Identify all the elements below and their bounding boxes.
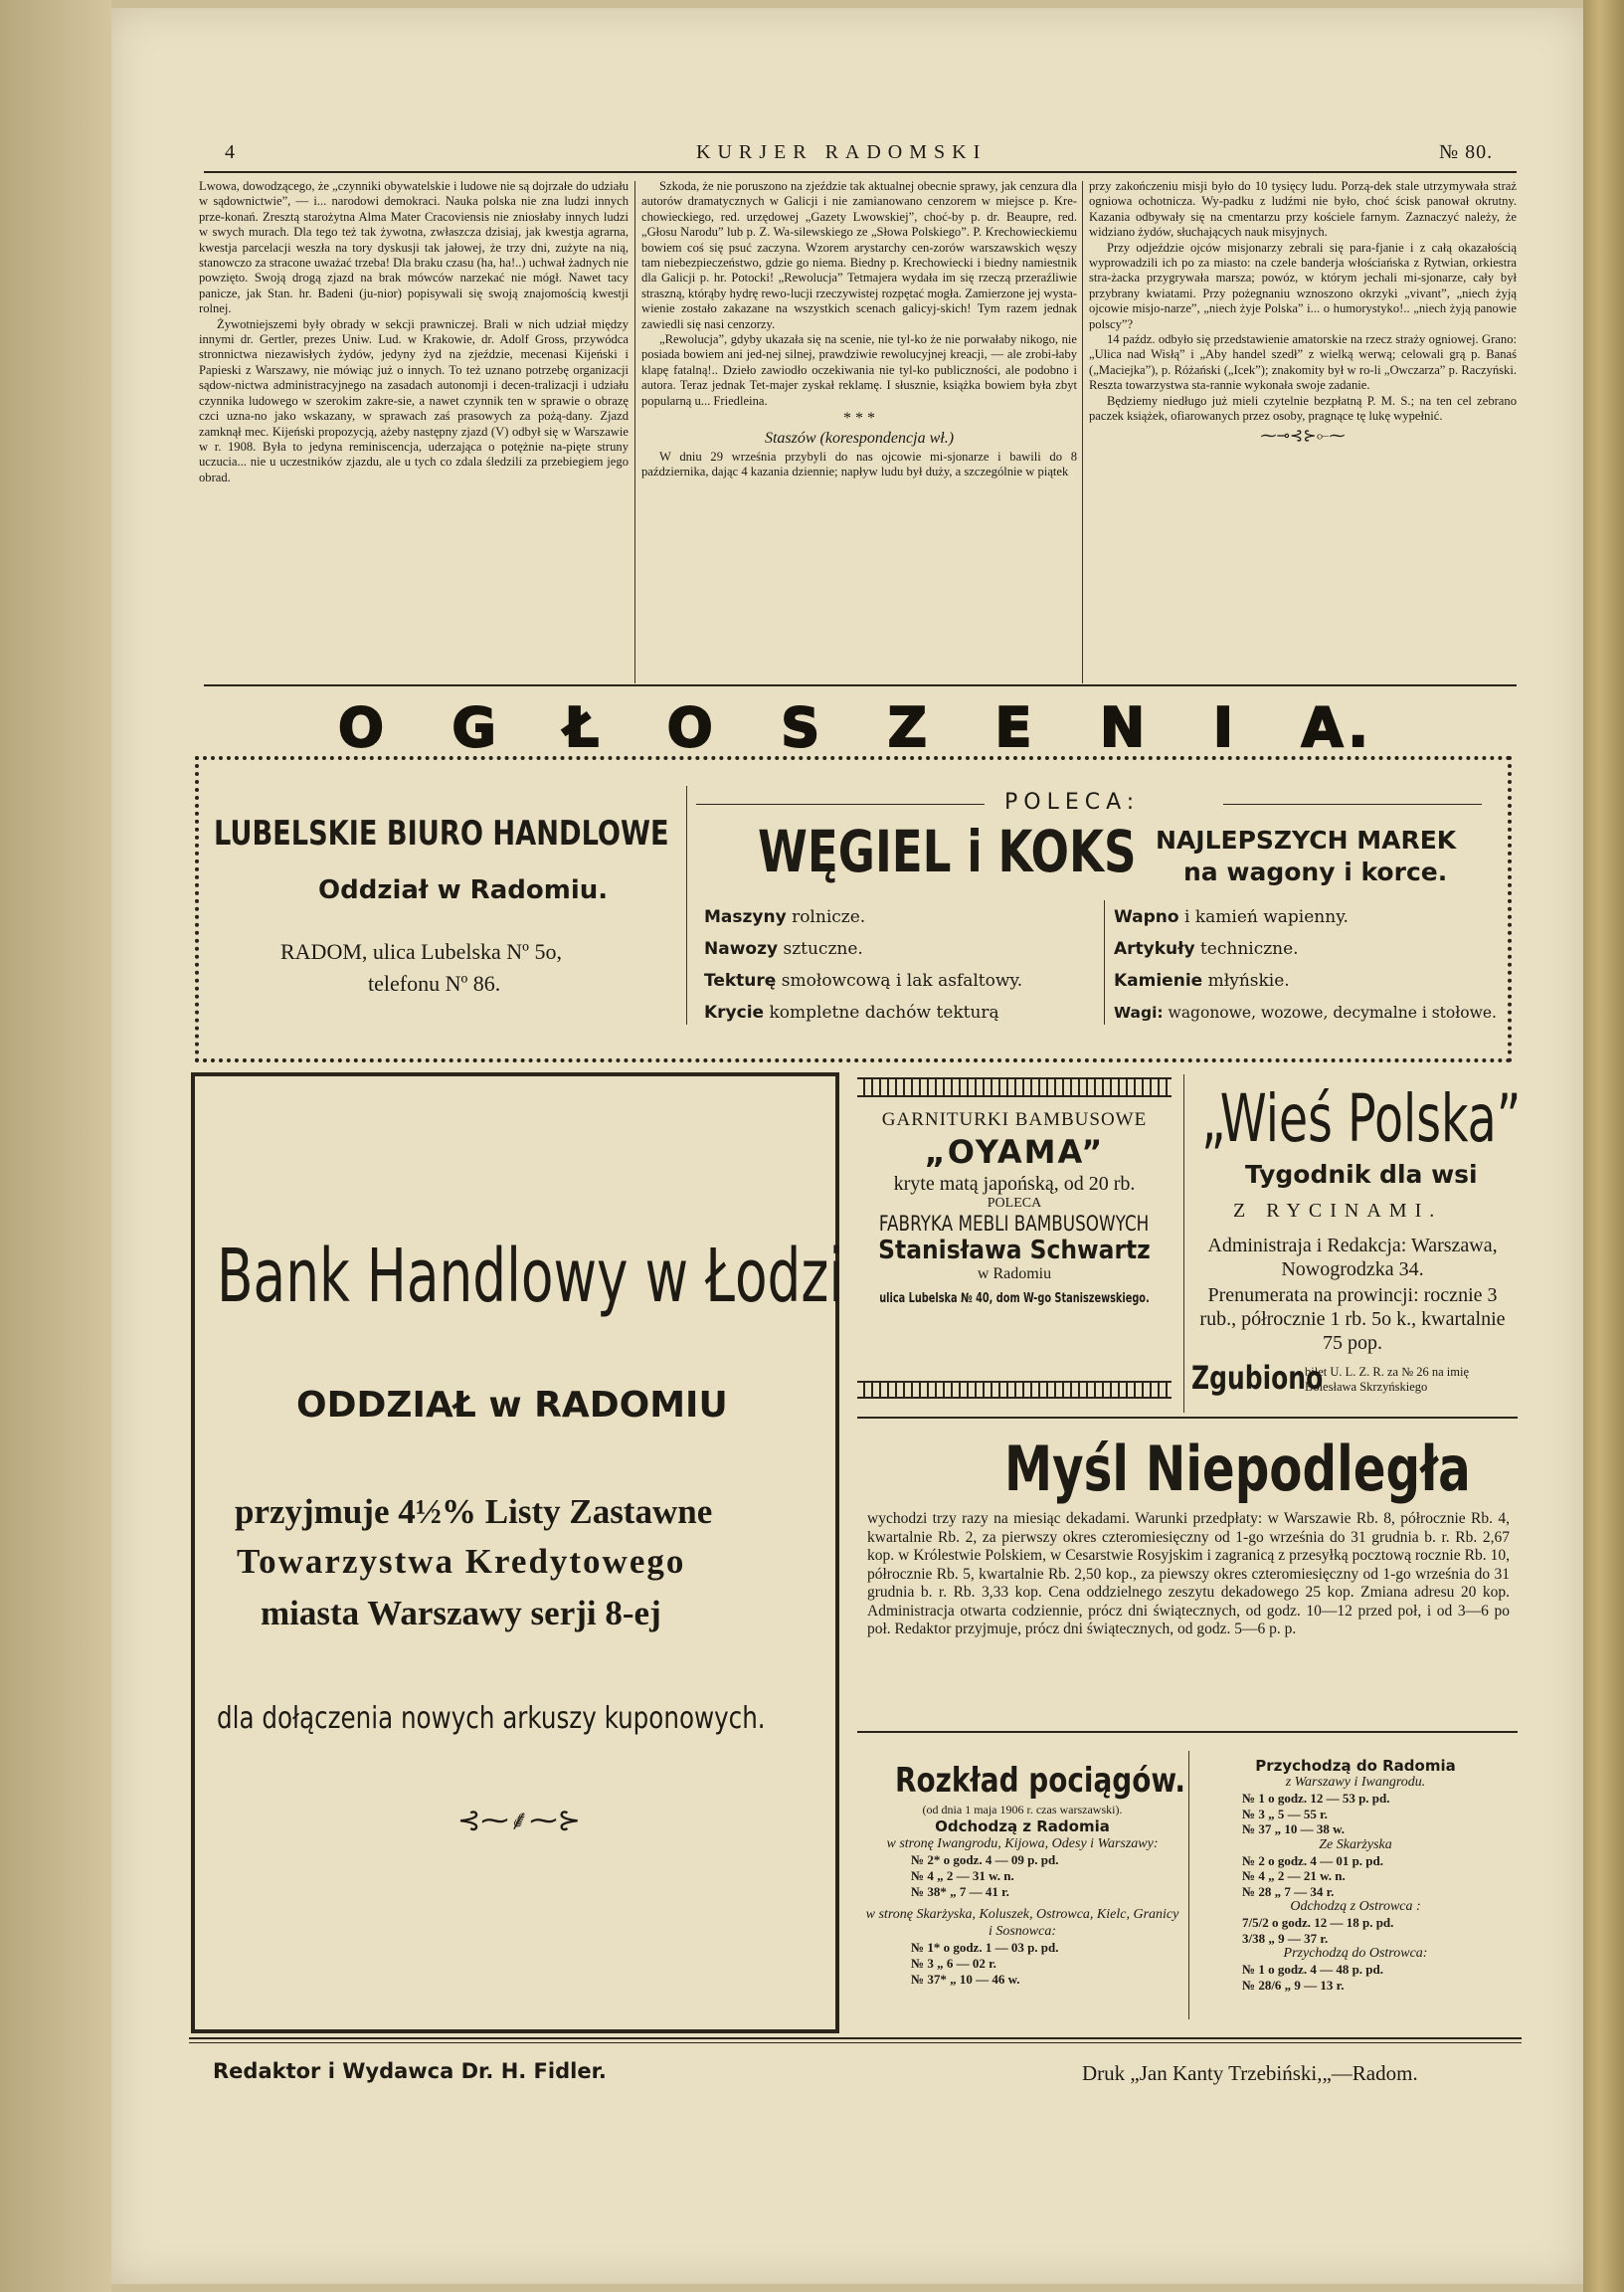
product-item — [1114, 965, 1507, 997]
paragraph: Żywotniejszemi były obrady w sekcji prawniczej. Brali w nich udział między innymi dr. Gertler, prezes Uniw. Lud. w Krakowie, dr. Adolf Gross, przywódca stronnictwa niezawisłych żydów, jedyny żyd na zjeździe, mecenasi Kijeński i Papieski z Warszawy, nie mówiąc już o innych. To też uznano potrzebę organizacji sądow-nictwa administracyjnego na zasadach autonomji i decen-tralizacji i udziału czynnika ludowego w szerokim zakre-sie, a nawet czynnik ten w sprawie o obrazę czci uzna-no jako wskazany, w sprawach zaś prasowych za pożą-dany. Zjazd zamknął mec. Kijeński propozycją, ażeby następny zjazd (V) odbył się w Warszawie w r. 1908. Była to jedyna reminiscencja, uderzająca o potężnie na-pięte struny uczucia... nie u uczestników zjazdu, ale u tych co zdala śledzili za przebiegiem jego obrad. — [199, 316, 629, 484]
letter: Ł — [564, 695, 604, 759]
oyama-owner: Stanisława Schwartz — [878, 1236, 1151, 1265]
train-row: 7/5/2 o godz. 12 — 18 p. pd. — [1242, 1915, 1394, 1930]
letter: O — [666, 695, 717, 759]
paragraph: „Rewolucja”, gdyby ukazała się na scenie, nie tyl-ko że nie porwałaby nikogo, nie posiada bowiem ani jed-nej silnej, prawdziwie rewolucyjnej kreacji, — ale zrobi-łaby klapę fatalną!.. Dzieło zawiodło oczekiwania nie tyl-ko publiczności, ale podobno i autora. Teraz jednak Tet-majer zyskał reklamę. I słusznie, książka bowiem była zbyt popularną u... Friedleina. — [641, 332, 1077, 408]
rozklad-table-5 — [1198, 1915, 1513, 1946]
zgubiono-word: Zgubiono — [1191, 1359, 1324, 1397]
page-number: 4 — [225, 141, 242, 163]
wies-title: „Wieś Polska” — [1201, 1080, 1522, 1157]
letter: G — [451, 695, 500, 759]
lubelskie-branch: Oddział w Radomiu. — [318, 875, 609, 905]
footer-editor: Redaktor i Wydawca Dr. H. Fidler. — [213, 2059, 607, 2083]
lubelskie-phone: telefonu Nº 86. — [368, 971, 501, 996]
rule — [696, 804, 985, 805]
oyama-ad — [857, 1099, 1172, 1394]
column-divider — [1082, 181, 1083, 683]
train-row: № 28 „ 7 — 34 r. — [1242, 1883, 1335, 1899]
footer-printer: Druk „Jan Kanty Trzebiński,„—Radom. — [1082, 2061, 1418, 2085]
product-name: Wagi: — [1114, 1004, 1164, 1022]
train-row: № 38* „ 7 — 41 r. — [911, 1884, 1009, 1899]
rozklad-dir1: w stronę Iwangrodu, Kijowa, Odesy i Warszawy: — [886, 1836, 1159, 1851]
product-desc: wagonowe, wozowe, decymalne i stołowe. — [1163, 1004, 1497, 1022]
product-item — [704, 965, 1092, 997]
train-row: № 37 „ 10 — 38 w. — [1242, 1821, 1345, 1836]
product-name: Tekturę — [704, 971, 777, 991]
section-stars: * * * — [843, 410, 875, 428]
marki-line-2: na wagony i korce. — [1183, 858, 1448, 886]
wies-admin: Administraja i Redakcja: Warszawa, Nowogrodzka 34. — [1207, 1235, 1498, 1280]
rozklad-odch: Odchodzą z Radomia — [935, 1817, 1110, 1835]
wies-prenumerata: Prenumerata na prowincji: rocznie 3 rub., półrocznie 1 rb. 5o k., kwartalnie 75 pop. — [1199, 1284, 1506, 1354]
letter: A. — [1301, 695, 1372, 759]
wegiel-koks: WĘGIEL i KOKS — [758, 818, 1137, 885]
product-name: Wapno — [1114, 907, 1179, 927]
lubelskie-products-right — [1114, 901, 1507, 1029]
rule — [857, 1731, 1518, 1733]
ornament: ⁓⊸⊰⊱⟜⁓ — [1260, 427, 1346, 445]
ornament-border — [857, 1381, 1172, 1399]
product-desc: rolnicze. — [786, 907, 866, 927]
letter: O — [338, 695, 388, 759]
rozklad-p1: z Warszawy i Iwangrodu. — [1285, 1775, 1426, 1790]
oyama-line-1: GARNITURKI BAMBUSOWE — [881, 1109, 1148, 1130]
train-row: № 4 „ 2 — 31 w. n. — [911, 1868, 1014, 1883]
footer-rule — [189, 2042, 1522, 2043]
zgubiono-text: bilet U. L. Z. R. za № 26 na imię Bolesława Skrzyńskiego — [1305, 1365, 1470, 1394]
oyama-city: w Radomiu — [977, 1265, 1052, 1282]
product-name: Artykuły — [1114, 939, 1195, 959]
rozklad-table-6 — [1198, 1962, 1513, 1993]
product-item — [704, 901, 1092, 933]
bank-branch: ODDZIAŁ w RADOMIU — [296, 1385, 728, 1426]
product-name: Maszyny — [704, 907, 787, 927]
rule — [857, 1417, 1518, 1419]
train-row: № 2* o godz. 4 — 09 p. pd. — [911, 1852, 1059, 1867]
train-row: 3/38 „ 9 — 37 r. — [1242, 1930, 1329, 1946]
rule — [1223, 804, 1482, 805]
oyama-factory: FABRYKA MEBLI BAMBUSOWYCH — [879, 1212, 1150, 1236]
train-row: № 1 o godz. 12 — 53 p. pd. — [1242, 1791, 1390, 1806]
product-name: Krycie — [704, 1003, 765, 1023]
rozklad-table-1 — [863, 1852, 1181, 1900]
ad-divider — [1188, 1751, 1189, 2019]
product-name: Kamienie — [1114, 971, 1203, 991]
train-row: № 1 o godz. 4 — 48 p. pd. — [1242, 1962, 1384, 1977]
ornament: ⊰⁓⸙⁓⊱ — [457, 1806, 581, 1836]
lubelskie-name: LUBELSKIE BIURO HANDLOWE — [214, 814, 669, 854]
bank-line-1: przyjmuje 4½% Listy Zastawne — [235, 1492, 713, 1531]
ornament-border — [857, 1077, 1172, 1097]
train-row: № 4 „ 2 — 21 w. n. — [1242, 1868, 1346, 1883]
wies-subtitle: Tygodnik dla wsi — [1245, 1160, 1478, 1189]
paragraph: W dniu 29 września przybyli do nas ojcowie mi-sjonarze i bawili do 8 października, dając 4 kazania dziennie; napływ ludu był duży, a szczególnie w piątek — [641, 449, 1077, 479]
rozklad-przych: Przychodzą do Radomia — [1255, 1757, 1456, 1775]
product-desc: i kamień wapienny. — [1178, 907, 1349, 927]
oyama-line-3: kryte matą japońską, od 20 rb. — [893, 1173, 1136, 1195]
train-row: № 37* „ 10 — 46 w. — [911, 1972, 1020, 1987]
binding-edge — [1583, 0, 1624, 2292]
issue-number: № 80. — [1439, 141, 1494, 163]
train-row: № 3 „ 6 — 02 r. — [911, 1956, 996, 1971]
lubelskie-address: RADOM, ulica Lubelska Nº 5o, — [280, 939, 563, 964]
rozklad-title: Rozkład pociągów. — [895, 1761, 1185, 1801]
product-item — [1114, 901, 1507, 933]
oyama-address: ulica Lubelska № 40, dom W-go Staniszewskiego. — [879, 1291, 1150, 1306]
train-row: № 1* o godz. 1 — 03 p. pd. — [911, 1940, 1059, 1955]
wies-ryciny: Z RYCINAMI. — [1233, 1200, 1443, 1222]
header-rule — [204, 171, 1517, 173]
ad-divider — [1104, 900, 1105, 1025]
rule — [204, 684, 1517, 686]
rozklad-table-3 — [1198, 1791, 1513, 1837]
oyama-brand: „OYAMA” — [924, 1133, 1105, 1171]
page-left-shade — [0, 0, 111, 2292]
mysl-title: Myśl Niepodległa — [1004, 1432, 1471, 1505]
letter: N — [1100, 695, 1150, 759]
rozklad-left — [863, 1761, 1185, 1988]
letter: Z — [887, 695, 931, 759]
footer-rule — [189, 2037, 1522, 2039]
train-row: № 28/6 „ 9 — 13 r. — [1242, 1977, 1345, 1993]
column-divider — [634, 181, 635, 683]
rozklad-right — [1198, 1757, 1513, 1993]
ad-divider — [1183, 1074, 1184, 1413]
paragraph: Przy odjeździe ojców misjonarzy zebrali się para-fjanie i z całą okazałością wyprowadzili ich po za miasto: na czele banderja włościańska z Rytwian, orkiestra stra-żacka przygrywała marsza; powóz, w którym jechali mi-sjonarze, cały był przybrany kwiatami. Przy pożegnaniu wznoszono okrzyki „vivant”, „niech żyją ojcowie misjo-narze”, „niech żyje Polska” i... o humorystyko!.. „niech żyją panowie polscy”? — [1089, 240, 1517, 331]
oyama-poleca: POLECA — [987, 1196, 1042, 1211]
paragraph: Będziemy niedługo już mieli czytelnie bezpłatną P. M. S.; na ten cel zebrano paczek książek, ofiarowanych przez osoby, pragnące tę lukę wypełnić. — [1089, 393, 1517, 424]
poleca-label: POLECA: — [1004, 790, 1141, 815]
product-desc: kompletne dachów tekturą — [764, 1003, 999, 1023]
product-desc: młyńskie. — [1202, 971, 1290, 991]
product-item — [704, 997, 1092, 1029]
bank-line-4: dla dołączenia nowych arkuszy kuponowych. — [217, 1701, 766, 1736]
lubelskie-products-left — [704, 901, 1092, 1029]
mysl-text: wychodzi trzy razy na miesiąc dekadami. Warunki przedpłaty: w Warszawie Rb. 8, półrocznie Rb. 4, kwartalnie Rb. 2, za pierwszy okres czteromiesięczny od 1-go września do 31 grudnia b. r. Rb. 2,67 kop. w Królestwie Polskiem, w Cesarstwie Rosyjskim i zagranicą z przesyłką pocztową rocznie Rb. 10, półrocznie Rb. 5, kwartalnie Rb. 2,50 kop., za piewszy okres czteromiesięczny od 1-go września do 31 grudnia b. r. Rb. 3,33 kop. Cena oddzielnego zeszytu dekadowego 25 kop. Zmiana adresu 20 kop. Administracja otwarta codziennie, prócz dni świątecznych, od godz. 10—12 przed poł, i od 3—6 po poł. Redaktor przyjmuje, prócz dni świątecznych, od godz. 5—6 p. p. — [867, 1510, 1510, 1637]
rozklad-table-4 — [1198, 1853, 1513, 1900]
paragraph: 14 paźdz. odbyło się przedstawienie amatorskie na rzecz straży ogniowej. Grano: „Ulica nad Wisłą” i „Aby handel szedł” z wielką werwą; celowali grą p. Banaś („Maciejka”), p. Różański („Icek”); znakomity był w ro-li „Owczarza” p. Raczyński. Reszta towarzystwa sta-rannie wykonała swoje zadanie. — [1089, 332, 1517, 393]
ad-divider — [686, 786, 687, 1025]
bank-line-3: miasta Warszawy serji 8-ej — [261, 1594, 661, 1632]
product-name: Nawozy — [704, 939, 779, 959]
letter: I — [1212, 695, 1237, 759]
paragraph: Lwowa, dowodzącego, że „czynniki obywatelskie i ludowe nie są dojrzałe do udziału w sądownictwie”, — i... narodowi demokraci. Nauka polska nie zna ludzi innych prze-konań. Zresztą starożytna Alma Mater Cracoviensis nie zniosłaby innych ludzi w swych murach. Dla tego też tak żywotna, zwłaszcza dzisiaj, jak kwestja agrarna, kwestja parcelacji weszła na tory dyskusji tak jałowej, że trzy dni, zużyte na nią, stanowczo za stracone uważać trzeba! Dla braku czasu (ha, ha!..) uchwał żadnych nie powzięto. Swoją drogą zjazd na brak mówców narzekać nie mógł. Nawet tacy panicze, jak Stan. hr. Badeni (ju-nior) popisywali się swoją znajomością kwestji rolnej. — [199, 179, 629, 316]
product-desc: smołowcową i lak asfaltowy. — [776, 971, 1023, 991]
product-desc: sztuczne. — [778, 939, 863, 959]
paragraph: Szkoda, że nie poruszono na zjeździe tak aktualnej obecnie sprawy, jak cenzura dla autorów dramatycznych w Galicji i nie zamianowano cenzorem w miejsce p. Kre-chowieckiego, red. urzędowej „Gazety Lwowskiej”, choć-by p. dr. Beaupre, red. „Głosu Narodu” lub p. Z. Wa-silewskiego ze „Słowa Polskiego”. P. Krechowieckiemu bowiem coś się psuć zaczyna. Wzorem arystarchy cen-zorów warszawskich węszy tam niebezpieczeństwo, gdzie go niema. Biedny p. Krechowiecki i biedny namiestnik dla Galicji p. hr. Potocki! „Rewolucja” Tetmajera wydała im się rzeczą przeraźliwie straszną, którąby hydrę rewo-lucji rzeczywistej rozpętać mogła. Zamierzone jej wysta-wienie zostało zakazane na wszystkich scenach galicyj-skich! Tym razem jednak zawiedli się nasi cenzorzy. — [641, 179, 1077, 331]
rozklad-p3: Odchodzą z Ostrowca : — [1290, 1899, 1421, 1914]
paragraph: przy zakończeniu misji było do 10 tysięcy ludu. Porzą-dek stale utrzymywała straż ogniowa ochotnicza. Wy-padku z ludźmi nie było, choć ścisk panował okrutny. Kazania odbywały się na cmentarzu przy kościele farnym. Zaznaczyć należy, że widziano żydów, słuchających nauk misyjnych. — [1089, 179, 1517, 240]
product-desc: techniczne. — [1194, 939, 1299, 959]
dateline: Staszów (korespondencja wł.) — [764, 429, 955, 447]
rozklad-dir2: w stronę Skarżyska, Koluszek, Ostrowca, Kielc, Granicy i Sosnowca: — [865, 1907, 1179, 1939]
masthead: KURJER RADOMSKI — [696, 141, 988, 163]
train-row: № 3 „ 5 — 55 r. — [1242, 1806, 1328, 1821]
product-item — [704, 933, 1092, 965]
product-item — [1114, 997, 1507, 1029]
marki-line-1: NAJLEPSZYCH MAREK — [1156, 826, 1457, 855]
product-item — [1114, 933, 1507, 965]
letter: E — [994, 695, 1036, 759]
article-col-1 — [199, 179, 629, 485]
train-row: № 2 o godz. 4 — 01 p. pd. — [1242, 1852, 1384, 1868]
article-col-2 — [641, 179, 1077, 480]
rozklad-table-2 — [863, 1940, 1181, 1988]
bank-title: Bank Handlowy w Łodzi — [217, 1234, 844, 1319]
rozklad-note: (od dnia 1 maja 1906 r. czas warszawski). — [922, 1803, 1123, 1816]
ogloszenia-heading — [338, 696, 1372, 758]
rozklad-p4: Przychodzą do Ostrowca: — [1283, 1946, 1428, 1961]
rozklad-p2: Ze Skarżyska — [1319, 1836, 1392, 1852]
letter: S — [781, 695, 824, 759]
article-col-3 — [1089, 179, 1517, 448]
bank-line-2: Towarzystwa Kredytowego — [237, 1542, 686, 1581]
